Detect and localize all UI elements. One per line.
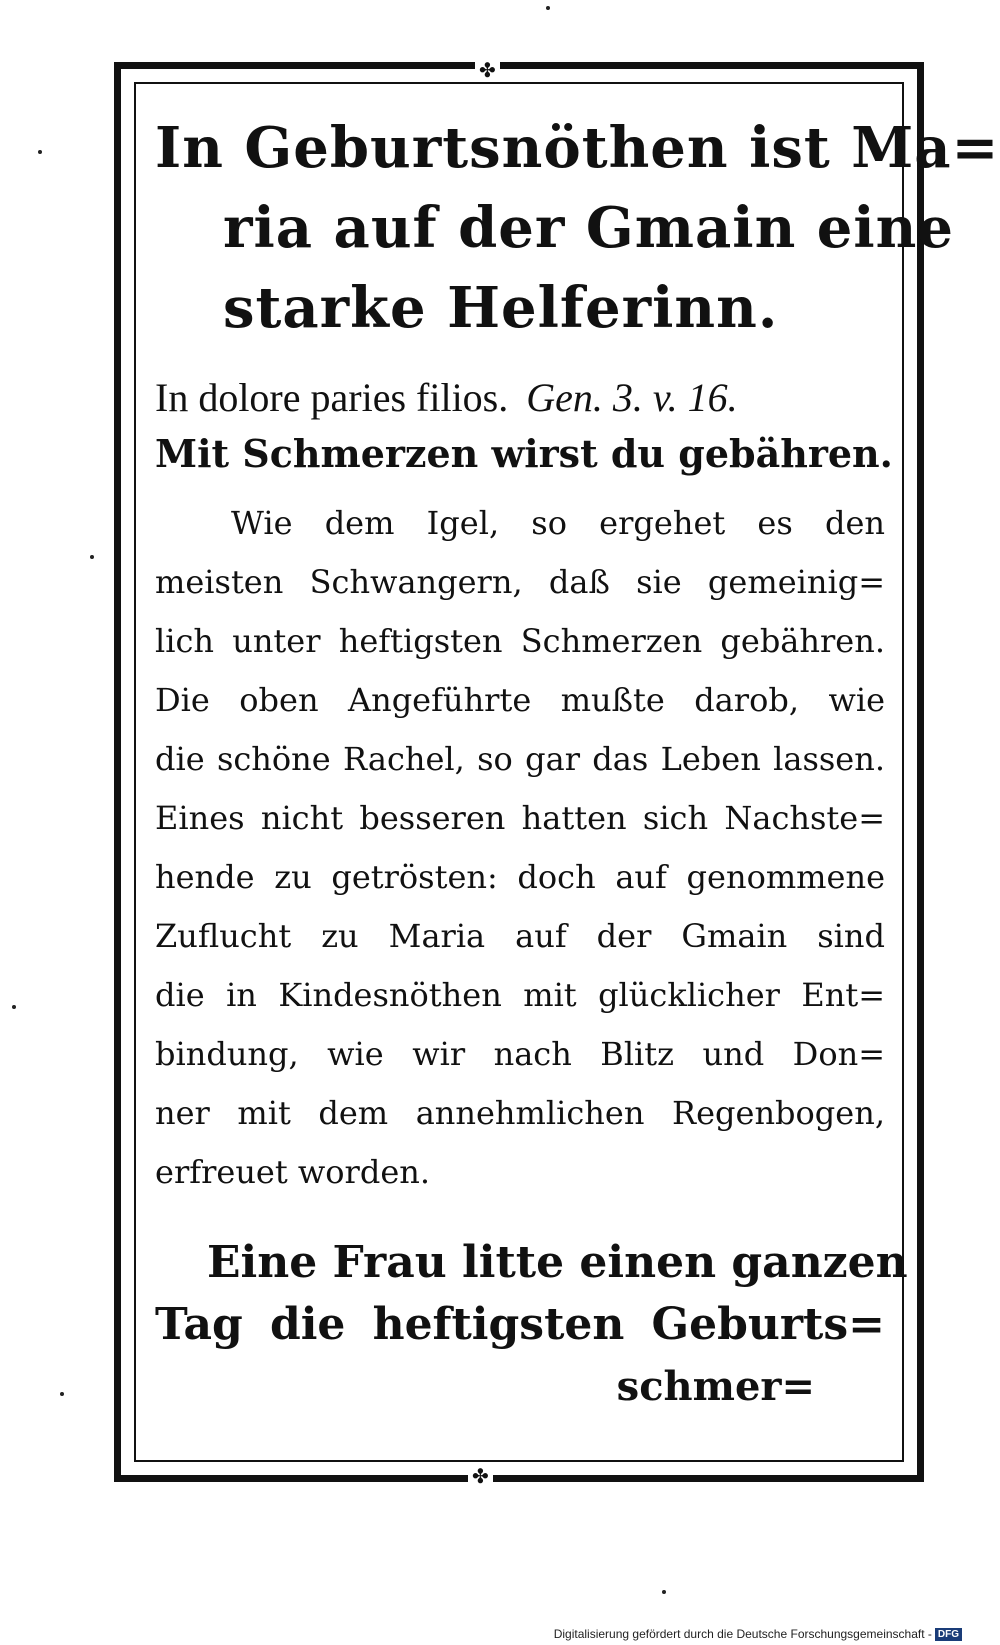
body-line: Wie dem Igel, so ergehet es den	[231, 504, 885, 542]
subheading-line: Eine Frau litte einen ganzen	[207, 1237, 908, 1288]
heading-line: ria auf der Gmain eine	[223, 195, 955, 261]
print-speck	[90, 555, 94, 559]
subheading-line: Tag die heftigsten Geburts=	[155, 1299, 885, 1350]
german-quote: Mit Schmerzen wirst du gebähren.	[155, 431, 893, 476]
digitization-footer	[554, 1627, 962, 1641]
body-line: die schöne Rachel, so gar das Leben lassen.	[155, 740, 885, 778]
bible-reference: Gen. 3. v. 16.	[526, 375, 738, 420]
chapter-heading	[155, 108, 1000, 348]
top-ornament-icon: ✤	[475, 60, 500, 80]
heading-line: starke Helferinn.	[223, 275, 779, 341]
body-line: erfreuet worden.	[155, 1153, 431, 1191]
body-line: lich unter heftigsten Schmerzen gebähren.	[155, 622, 885, 660]
body-line: hende zu getrösten: doch auf genommene	[155, 858, 885, 896]
body-line: Eines nicht besseren hatten sich Nachste=	[155, 799, 885, 837]
body-line: Zuflucht zu Maria auf der Gmain sind	[155, 917, 885, 955]
footer-text: Digitalisierung gefördert durch die Deutsche Forschungsgemeinschaft -	[553, 1627, 932, 1641]
section-subheading	[155, 1232, 908, 1418]
print-speck	[12, 1005, 16, 1009]
body-line: die in Kindesnöthen mit glücklicher Ent=	[155, 976, 885, 1014]
catchword: schmer=	[616, 1363, 815, 1410]
print-speck	[662, 1590, 666, 1594]
body-line: bindung, wie wir nach Blitz und Don=	[155, 1035, 885, 1073]
print-speck	[546, 6, 550, 10]
body-paragraph	[155, 494, 885, 1202]
print-speck	[38, 150, 42, 154]
bottom-ornament-icon: ✤	[468, 1466, 493, 1486]
body-line: Die oben Angeführte mußte darob, wie	[155, 681, 885, 719]
latin-quote	[155, 370, 885, 426]
print-speck	[60, 1392, 64, 1396]
page-content	[155, 108, 1000, 1418]
body-line: meisten Schwangern, daß sie gemeinig=	[155, 563, 885, 601]
heading-line: In Geburtsnöthen ist Ma=	[155, 115, 1000, 181]
body-line: ner mit dem annehmlichen Regenbogen,	[155, 1094, 885, 1132]
latin-quote-text: In dolore paries filios.	[155, 375, 509, 420]
dfg-logo: DFG	[935, 1628, 962, 1641]
